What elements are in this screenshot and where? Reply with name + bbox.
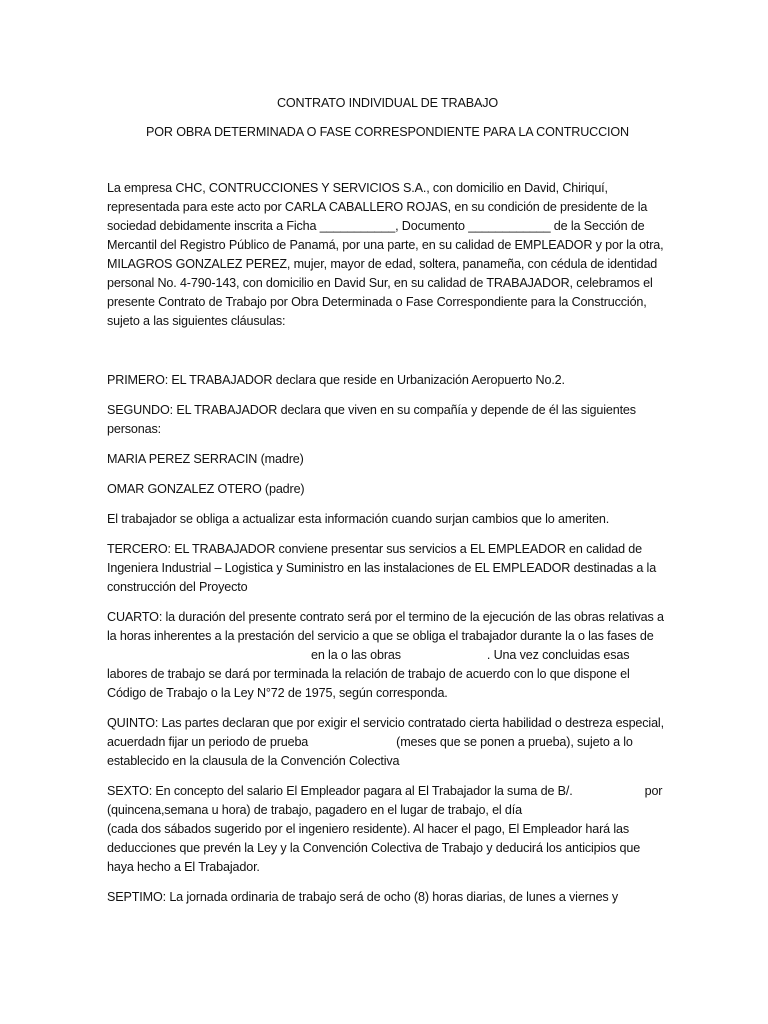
clause-cuarto-part-2: en la o las obras	[311, 648, 401, 662]
clause-cuarto-part-3: . Una vez concluidas esas labores de trabajo se dará por terminada la relación de trabajo de acuerdo con lo que dispone el Código de Trabajo o la Ley N°72 de 1975, según corresponda.	[107, 648, 630, 700]
clause-cuarto	[107, 608, 668, 703]
clause-septimo: SEPTIMO: La jornada ordinaria de trabajo será de ocho (8) horas diarias, de lunes a viernes y	[107, 890, 619, 904]
update-note: El trabajador se obliga a actualizar esta información cuando surjan cambios que lo ameriten.	[107, 512, 610, 526]
document-subtitle: POR OBRA DETERMINADA O FASE CORRESPONDIENTE PARA LA CONTRUCCION	[146, 125, 629, 139]
clause-cuarto-part-1: CUARTO: la duración del presente contrato será por el termino de la ejecución de las obras relativas a la horas inherentes a la prestación del servicio a que se obliga el trabajador durante la o las fases de	[107, 610, 664, 643]
clause-sexto	[107, 782, 668, 877]
clause-sexto-part-3: (cada dos sábados sugerido por el ingeniero residente). Al hacer el pago, El Empleador hará las deducciones que prevén la Ley y la Convención Colectiva de Trabajo y deducirá los anticipios que haya hecho a El Trabajador.	[107, 822, 641, 874]
clause-sexto-part-1: SEXTO: En concepto del salario El Empleador pagara al El Trabajador la suma de B/.	[107, 784, 573, 798]
clause-tercero: TERCERO: EL TRABAJADOR conviene presentar sus servicios a EL EMPLEADOR en calidad de Ingeniera Industrial – Logistica y Suministro en las instalaciones de EL EMPLEADOR destinadas a la construcción del Proyecto	[107, 542, 657, 594]
document-title: CONTRATO INDIVIDUAL DE TRABAJO	[276, 96, 499, 110]
clause-quinto-part-2: (meses que se ponen a prueba), sujeto a lo establecido en la clausula de la Convención Colectiva	[107, 735, 633, 768]
clause-segundo: SEGUNDO: EL TRABAJADOR declara que viven en su compañía y depende de él las siguientes personas:	[107, 403, 636, 436]
clause-quinto	[107, 714, 668, 771]
clause-primero: PRIMERO: EL TRABAJADOR declara que reside en Urbanización Aeropuerto No.2.	[107, 373, 565, 387]
dependent-person-2: OMAR GONZALEZ OTERO (padre)	[107, 482, 305, 496]
clause-quinto-part-1: QUINTO: Las partes declaran que por exigir el servicio contratado cierta habilidad o destreza especial, acuerdadn fijar un periodo de prueba	[107, 716, 664, 749]
intro-paragraph: La empresa CHC, CONTRUCCIONES Y SERVICIOS S.A., con domicilio en David, Chiriquí, representada para este acto por CARLA CABALLERO ROJAS, en su condición de presidente de la sociedad debidamente inscrita a Ficha ___________, Documento ____________ de la Sección de Mercantil del Registro Público de Panamá, por una parte, en su calidad de EMPLEADOR y por la otra, MILAGROS GONZALEZ PEREZ, mujer, mayor de edad, soltera, panameña, con cédula de identidad personal No. 4-790-143, con domicilio en David Sur, en su calidad de TRABAJADOR, celebramos el presente Contrato de Trabajo por Obra Determinada o Fase Correspondiente para la Construcción, sujeto a las siguientes cláusulas:	[107, 181, 664, 328]
clause-sexto-part-2: por (quincena,semana u hora) de trabajo, pagadero en el lugar de trabajo, el día	[107, 784, 663, 817]
dependent-person-1: MARIA PEREZ SERRACIN (madre)	[107, 452, 304, 466]
